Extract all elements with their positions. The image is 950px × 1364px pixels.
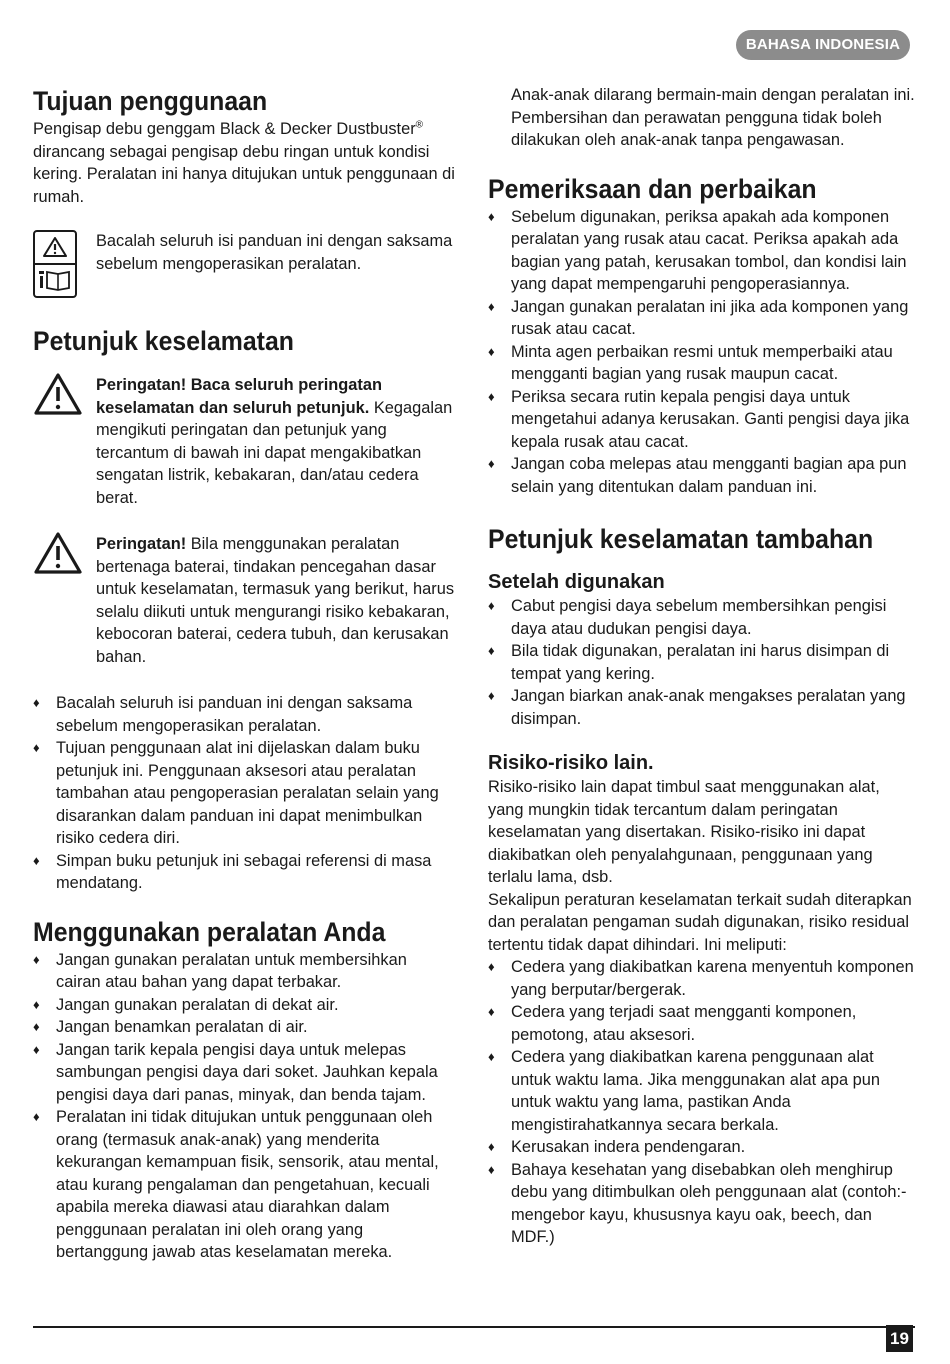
inspection-bullets: [488, 206, 916, 499]
safety-bullets: [33, 692, 455, 895]
list-item: ♦ Jangan coba melepas atau mengganti bagian apa pun selain yang ditentukan dalam panduan ini.: [488, 455, 907, 496]
inspection-title: Pemeriksaan dan perbaikan: [488, 173, 817, 204]
list-item: ♦ Cedera yang diakibatkan karena penggunaan alat untuk waktu lama. Jika menggunakan alat apa pun untuk waktu yang lama, pastikan Anda mengistirahatkannya secara berkala.: [488, 1048, 881, 1134]
other-risks-title: Risiko-risiko lain.: [488, 752, 654, 774]
left-column: [33, 84, 455, 1264]
additional-safety-title: Petunjuk keselamatan tambahan: [488, 524, 874, 554]
warning-2-bold: Peringatan!: [96, 535, 187, 553]
list-item: ♦ Jangan gunakan peralatan di dekat air.: [33, 995, 339, 1014]
after-use-bullets: [488, 595, 916, 730]
list-item: ♦ Kerusakan indera pendengaran.: [488, 1138, 746, 1156]
manual-note-text: Bacalah seluruh isi panduan ini dengan saksama sebelum mengoperasikan peralatan.: [96, 232, 453, 273]
list-item: ♦ Jangan biarkan anak-anak mengakses peralatan yang disimpan.: [488, 687, 906, 728]
list-item: ♦ Bacalah seluruh isi panduan ini dengan saksama sebelum mengoperasikan peralatan.: [33, 694, 413, 735]
list-item: ♦ Jangan gunakan peralatan untuk membersihkan cairan atau bahan yang dapat terbakar.: [33, 950, 407, 991]
read-manual-icon: [33, 230, 95, 298]
warning-note-2: [33, 533, 455, 668]
warning-icon: [33, 533, 95, 580]
list-item: ♦ Periksa secara rutin kepala pengisi daya untuk mengetahui adanya kerusakan. Ganti pengisi daya jika kepala rusak atau cacat.: [488, 387, 910, 451]
continued-text: Anak-anak dilarang bermain-main dengan peralatan ini. Pembersihan dan perawatan pengguna tidak boleh dilakukan oleh anak-anak tanpa pengawasan.: [511, 86, 915, 149]
safety-title: Petunjuk keselamatan: [33, 326, 294, 356]
inspection-section: [488, 172, 916, 499]
list-item: ♦ Simpan buku petunjuk ini sebagai referensi di masa mendatang.: [33, 851, 432, 892]
warning-1-text: Peringatan! Baca seluruh peringatan keselamatan dan seluruh petunjuk. Kegagalan mengikuti peringatan dan petunjuk yang tercantum di bawah ini dapat mengakibatkan sengatan listrik, kebakaran, dan/atau cedera berat.: [96, 376, 453, 507]
list-item: ♦ Tujuan penggunaan alat ini dijelaskan dalam buku petunjuk ini. Penggunaan aksesori atau peralatan tambahan atau pengoperasian peralatan selain yang disarankan dalam panduan ini dapat menimbulkan risiko cedera diri.: [33, 739, 439, 847]
list-item: ♦ Jangan gunakan peralatan ini jika ada komponen yang rusak atau cacat.: [488, 297, 909, 338]
warning-2-text: Peringatan! Bila menggunakan peralatan bertenaga baterai, tindakan pencegahan dasar untuk keselamatan, termasuk yang berikut, harus selalu diikuti untuk mengurangi risiko kebakaran, kebocoran baterai, cedera tubuh, dan kerusakan bahan.: [96, 535, 455, 666]
after-use-title: Setelah digunakan: [488, 571, 665, 593]
using-bullets: [33, 949, 455, 1264]
other-risks-para-2: Sekalipun peraturan keselamatan terkait sudah diterapkan dan peralatan pengaman sudah digunakan, risiko residual tertentu tidak dapat dihindari. Ini meliputi:: [488, 890, 912, 954]
manual-note: [33, 230, 455, 298]
list-item: ♦ Minta agen perbaikan resmi untuk memperbaiki atau mengganti bagian yang rusak maupun cacat.: [488, 342, 893, 383]
additional-safety-section: [488, 522, 916, 1249]
warning-1-bold: Peringatan! Baca seluruh peringatan keselamatan dan seluruh petunjuk.: [96, 376, 382, 417]
list-item: ♦ Bahaya kesehatan yang disebabkan oleh menghirup debu yang ditimbulkan oleh penggunaan alat (contoh:- mengebor kayu, khususnya kayu oak, beech, dan MDF.): [488, 1160, 907, 1246]
warning-note-1: [33, 374, 455, 509]
list-item: ♦ Cabut pengisi daya sebelum membersihkan pengisi daya atau dudukan pengisi daya.: [488, 597, 887, 638]
page-number: 19: [886, 1325, 913, 1352]
safety-section: [33, 324, 455, 895]
other-risks-bullets: [488, 956, 916, 1249]
list-item: ♦ Jangan benamkan peralatan di air.: [33, 1018, 308, 1036]
list-item: ♦ Sebelum digunakan, periksa apakah ada komponen peralatan yang rusak atau cacat. Periksa apakah ada bagian yang patah, kerusakan tombol, dan kondisi lain yang dapat mempengaruhi pengoperasiannya.: [488, 207, 907, 293]
language-badge: BAHASA INDONESIA: [736, 30, 910, 60]
using-title: Menggunakan peralatan Anda: [33, 916, 386, 947]
list-item: ♦ Cedera yang diakibatkan karena menyentuh komponen yang berputar/bergerak.: [488, 958, 914, 999]
right-column: [488, 84, 916, 1249]
other-risks-para-1: Risiko-risiko lain dapat timbul saat menggunakan alat, yang mungkin tidak tercantum dalam peringatan keselamatan yang disertakan. Risiko-risiko ini dapat diakibatkan oleh penyalahgunaan, penggunaan yang terlalu lama, dsb.: [488, 778, 880, 886]
registered-mark: ®: [415, 119, 424, 131]
warning-icon: [33, 374, 95, 421]
list-item: ♦ Jangan tarik kepala pengisi daya untuk melepas sambungan pengisi daya dari soket. Jauhkan kepala pengisi daya dari panas, minyak, dan benda tajam.: [33, 1040, 438, 1104]
intended-use-text: Pengisap debu genggam Black & Decker Dustbuster® dirancang sebagai pengisap debu ringan untuk kondisi kering. Peralatan ini hanya ditujukan untuk penggunaan di rumah.: [33, 119, 455, 206]
list-item: ♦ Peralatan ini tidak ditujukan untuk penggunaan oleh orang (termasuk anak-anak) yang menderita kekurangan kemampuan fisik, sensorik, atau mental, atau kurang pengalaman dan pengetahuan, kecuali apabila mereka diawasi atau diarahkan dalam penggunaan peralatan ini oleh orang yang bertanggung jawab atas keselamatan mereka.: [33, 1108, 439, 1261]
list-item: ♦ Cedera yang terjadi saat mengganti komponen, pemotong, atau aksesori.: [488, 1003, 857, 1044]
intended-use-section: [33, 84, 455, 298]
intended-use-title: Tujuan penggunaan: [33, 86, 268, 116]
footer-divider: [33, 1326, 915, 1328]
list-item: ♦ Bila tidak digunakan, peralatan ini harus disimpan di tempat yang kering.: [488, 642, 890, 683]
using-section: [33, 915, 455, 1264]
